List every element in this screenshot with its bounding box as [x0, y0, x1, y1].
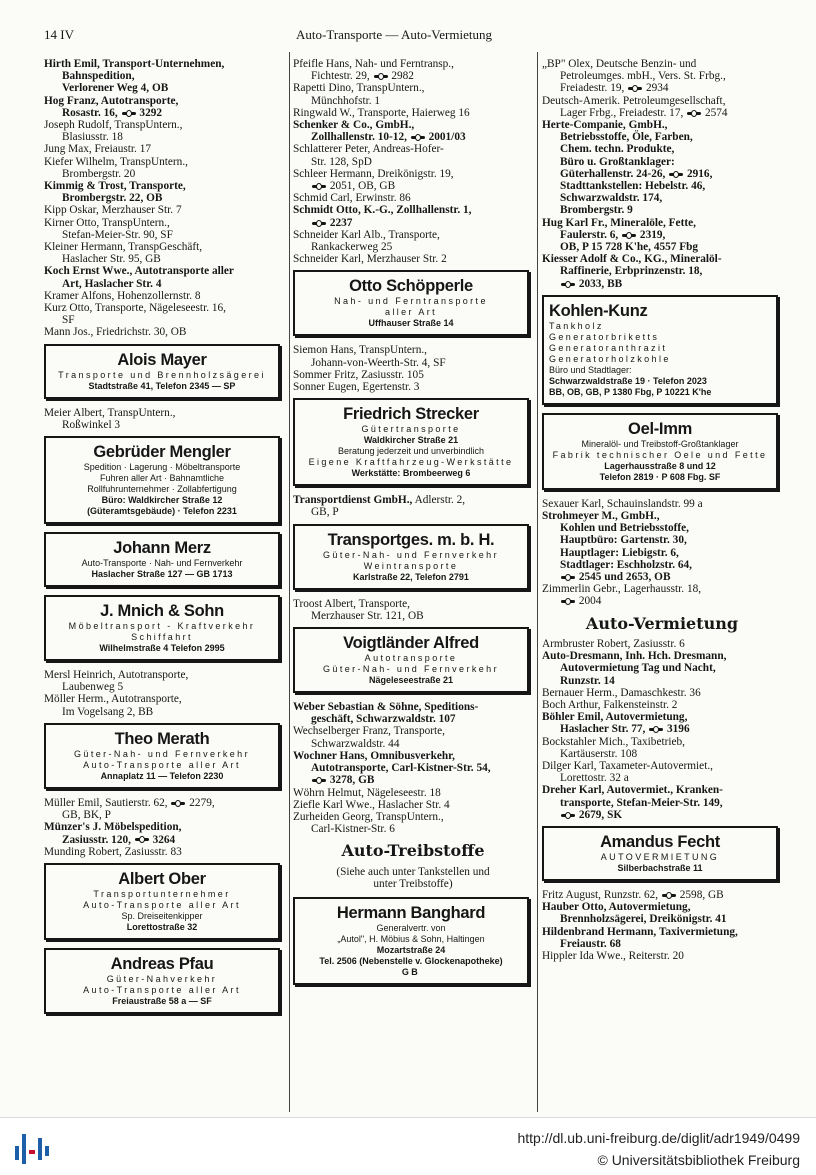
ad-line: Nah- und Ferntransporte — [334, 296, 488, 307]
entry-line: Sonner Eugen, Egertenstr. 3 — [293, 381, 420, 394]
entry-continuation: geschäft, Schwarzwaldstr. 107 — [311, 713, 456, 726]
directory-entry — [293, 192, 533, 204]
entry-line: Bockstahler Mich., Taxibetrieb, — [542, 735, 685, 748]
entry-continuation: Art, Haslacher Str. 4 — [62, 277, 162, 290]
directory-entry — [293, 725, 533, 749]
directory-entry — [44, 204, 284, 216]
entry-line: Wechselberger Franz, Transporte, — [293, 725, 445, 738]
entry-continuation: Zollhallenstr. 10-12, 2001/03 — [311, 131, 466, 144]
entry-line: Kiefer Wilhelm, TranspUntern., — [44, 155, 188, 168]
ad-line: Güter-Nah- und Fernverkehr — [74, 748, 250, 759]
directory-entry — [44, 95, 284, 119]
ad-line: Tel. 2506 (Nebenstelle v. Glockenapotheke) — [319, 955, 503, 966]
entry-continuation: 2545 und 2653, OB — [542, 571, 782, 583]
ad-line: Auto-Transporte aller Art — [83, 984, 241, 995]
entry-line: Ringwald W., Transporte, Haierweg 16 — [293, 106, 470, 119]
directory-entry — [44, 407, 284, 431]
ad-line: Spedition · Lagerung · Möbeltransporte — [83, 462, 241, 473]
entry-line: Pfeifle Hans, Nah- und Ferntransp., — [293, 58, 454, 70]
ad-title: Transportges. m. b. H. — [327, 530, 495, 549]
ad-title: Albert Ober — [118, 869, 206, 888]
entry-continuation: Str. 128, SpD — [311, 155, 372, 168]
entry-continuation: Kohlen und Betriebsstoffe, — [560, 522, 689, 535]
ad-line: Rollfuhrunternehmer · Zollabfertigung — [87, 484, 237, 495]
directory-entry — [293, 58, 533, 82]
directory-entry — [542, 498, 782, 510]
entry-line: Transportdienst GmbH., Adlerstr. 2, — [293, 494, 466, 507]
ad-line: Freiaustraße 58 a — SF — [112, 995, 212, 1006]
entry-line: Kipp Oskar, Merzhauser Str. 7 — [44, 204, 182, 217]
directory-entry — [293, 119, 533, 143]
section-note — [293, 866, 533, 891]
entry-line: Kirner Otto, TranspUntern., — [44, 216, 170, 229]
directory-entry — [293, 494, 533, 518]
ad-line: Sp. Dreiseitenkipper — [121, 910, 203, 921]
entry-continuation: Stefan-Meier-Str. 90, SF — [62, 228, 173, 241]
entry-line: Munding Robert, Zasiusstr. 83 — [44, 845, 182, 858]
entry-continuation: 2237 — [293, 217, 533, 229]
telephone-icon — [135, 836, 149, 843]
directory-entry — [293, 107, 533, 119]
entry-continuation: Raffinerie, Erbprinzenstr. 18, — [560, 265, 703, 278]
ad-line: Fuhren aller Art · Bahnamtliche — [99, 473, 225, 484]
entry-line: Kurz Otto, Transporte, Nägeleseestr. 16, — [44, 302, 226, 315]
entry-continuation: Roßwinkel 3 — [62, 418, 121, 431]
entry-line: Schneider Karl, Merzhauser Str. 2 — [293, 253, 447, 266]
directory-entry — [44, 143, 284, 155]
ad-line: Transporte und Brennholzsägerei — [58, 369, 266, 380]
directory-entry — [542, 699, 782, 711]
ad-line: Haslacher Straße 127 — GB 1713 — [91, 569, 233, 580]
entry-line: Bernauer Herm., Damaschkestr. 36 — [542, 686, 701, 699]
directory-entry — [293, 82, 533, 106]
ad-line: Autotransporte — [364, 653, 458, 664]
entry-continuation: Blasiusstr. 18 — [62, 131, 123, 144]
entry-line: Kleiner Hermann, TranspGeschäft, — [44, 241, 203, 254]
ad-line: Güter-Nah- und Fernverkehr — [323, 549, 499, 560]
ad-line: Transportunternehmer — [93, 888, 231, 899]
entry-continuation: Rankackerweg 25 — [311, 241, 393, 254]
entry-continuation: Freiadestr. 19, 2934 — [560, 82, 669, 95]
ad-johann-merz — [44, 532, 280, 587]
directory-entry — [542, 760, 782, 784]
ad-line: Auto-Transporte · Nah- und Fernverkehr — [81, 558, 243, 569]
directory-entry — [293, 799, 533, 811]
ad-line: Weintransporte — [363, 560, 459, 571]
entry-line: Zimmerlin Gebr., Lagerhausstr. 18, — [542, 583, 702, 596]
ad-line: Büro und Stadtlager: — [549, 364, 632, 375]
ad-line: Auto-Transporte aller Art — [83, 759, 241, 770]
column-left — [44, 58, 284, 1022]
university-logo-icon — [12, 1128, 52, 1168]
ad-line: Güter-Nahverkehr — [106, 973, 218, 984]
ad-line: Auto-Transporte aller Art — [83, 899, 241, 910]
entry-line: Zurheiden Georg, TranspUntern., — [293, 810, 444, 823]
ad-line: (Güteramtsgebäude) · Telefon 2231 — [87, 506, 237, 517]
section-heading: Auto-Treibstoffe — [341, 841, 485, 861]
column-right — [542, 58, 782, 962]
directory-entry — [542, 217, 782, 254]
entry-continuation: 2679, SK — [542, 809, 782, 821]
entry-line: Deutsch-Amerik. Petroleumgesellschaft, — [542, 94, 726, 107]
directory-entry — [293, 787, 533, 799]
entry-line: Hauber Otto, Autovermietung, — [542, 901, 691, 914]
entry-continuation: GB, P — [311, 506, 339, 519]
header-title: Auto-Transporte — Auto-Vermietung — [296, 27, 492, 42]
entry-line: Kramer Alfons, Hohenzollernstr. 8 — [44, 289, 201, 302]
entry-continuation: 2033, BB — [542, 278, 782, 290]
telephone-icon — [312, 183, 326, 190]
entry-line: Koch Ernst Wwe., Autotransporte aller — [44, 265, 234, 278]
entry-continuation: Autovermietung Tag und Nacht, — [560, 662, 716, 675]
directory-entry — [293, 701, 533, 725]
directory-entry — [542, 711, 782, 735]
directory-entry — [293, 229, 533, 253]
entry-line: Dilger Karl, Taxameter-Autovermiet., — [542, 759, 713, 772]
entry-continuation: Lorettostr. 32 a — [560, 772, 629, 785]
entry-line: Dreher Karl, Autovermiet., Kranken- — [542, 784, 723, 797]
entry-line: Hug Karl Fr., Mineralöle, Fette, — [542, 216, 696, 229]
directory-entry — [44, 58, 284, 95]
directory-entry — [293, 143, 533, 167]
directory-entry — [542, 638, 782, 650]
ad-line: Möbeltransport - Kraftverkehr — [68, 621, 256, 632]
directory-entry — [542, 926, 782, 950]
ad-line: Beratung jederzeit und unverbindlich — [337, 446, 485, 457]
entry-continuation: Rosastr. 16, 3292 — [62, 106, 163, 119]
ad-title: Johann Merz — [113, 539, 211, 558]
directory-entry — [44, 797, 284, 821]
ad-title: Otto Schöpperle — [349, 277, 473, 296]
entry-continuation: Betriebsstoffe, Öle, Farben, — [560, 131, 693, 144]
entry-continuation: Brennholzsägerei, Dreikönigstr. 41 — [560, 913, 727, 926]
entry-line: Auto-Dresmann, Inh. Hch. Dresmann, — [542, 650, 727, 663]
directory-entry — [293, 811, 533, 835]
entry-line: Kimmig & Trost, Transporte, — [44, 180, 186, 193]
entry-line: Schleer Hermann, Dreikönigstr. 19, — [293, 167, 454, 180]
directory-entry — [44, 669, 284, 693]
entry-line: Rapetti Dino, TranspUntern., — [293, 82, 425, 95]
ad-line: aller Art — [384, 307, 438, 318]
entry-line: „BP" Olex, Deutsche Benzin- und — [542, 58, 697, 70]
directory-entry — [44, 241, 284, 265]
directory-entry — [542, 95, 782, 119]
ad-line: Lagerhausstraße 8 und 12 — [604, 460, 716, 471]
entry-continuation: Brombergstr. 9 — [560, 204, 633, 217]
ad-hermann-banghard — [293, 897, 529, 985]
directory-entry — [44, 119, 284, 143]
entry-line: Mann Jos., Friedrichstr. 30, OB — [44, 326, 187, 339]
entry-line: Hog Franz, Autotransporte, — [44, 94, 179, 107]
entry-line: Boch Arthur, Falkensteinstr. 2 — [542, 698, 678, 711]
ad-line: Silberbachstraße 11 — [617, 862, 703, 873]
ad-line: Telefon 2819 · P 608 Fbg. SF — [599, 471, 721, 482]
ad-line: Werkstätte: Brombeerweg 6 — [351, 468, 471, 479]
entry-continuation: Lager Frbg., Freiadestr. 17, 2574 — [560, 106, 728, 119]
entry-continuation: GB, BK, P — [62, 809, 111, 822]
entry-line: Joseph Rudolf, TranspUntern., — [44, 119, 183, 132]
entry-line: Strohmeyer M., GmbH., — [542, 510, 660, 523]
ad-title: Andreas Pfau — [110, 954, 214, 973]
page-header — [44, 27, 796, 47]
entry-continuation: Im Vogelsang 2, BB — [62, 705, 154, 718]
directory-entry — [542, 58, 782, 95]
ad-line: Generatorbriketts — [549, 331, 660, 342]
entry-line: Schmid Carl, Erwinstr. 86 — [293, 192, 411, 205]
entry-line: Jung Max, Freiaustr. 17 — [44, 143, 152, 156]
column-middle — [293, 58, 533, 993]
ad-line: Mozartstraße 24 — [376, 944, 446, 955]
entry-line: Armbruster Robert, Zasiusstr. 6 — [542, 637, 685, 650]
source-url[interactable]: http://dl.ub.uni-freiburg.de/diglit/adr1949/0499 — [517, 1130, 800, 1146]
ad-otto-schoepperle — [293, 270, 529, 336]
entry-name: Transportdienst GmbH., — [293, 494, 413, 507]
ad-line: Gütertransporte — [361, 424, 461, 435]
entry-line: Schenker & Co., GmbH., — [293, 119, 415, 132]
directory-entry — [293, 381, 533, 393]
entry-continuation: Haslacher Str. 77, 3196 — [560, 723, 690, 736]
ad-title: Alois Mayer — [117, 350, 207, 369]
entry-continuation: 2004 — [542, 595, 782, 607]
ad-line: Schiffahrt — [131, 632, 193, 643]
ad-line: Annaplatz 11 — Telefon 2230 — [100, 770, 224, 781]
directory-entry — [293, 369, 533, 381]
ad-line: Stadtstraße 41, Telefon 2345 — SP — [88, 380, 236, 391]
ad-line: Lorettostraße 32 — [126, 921, 198, 932]
entry-continuation: transporte, Stefan-Meier-Str. 149, — [560, 796, 723, 809]
viewer-footer — [0, 1117, 816, 1175]
telephone-icon — [561, 281, 575, 288]
entry-line: Meier Albert, TranspUntern., — [44, 406, 176, 419]
entry-continuation: Verlorener Weg 4, OB — [62, 82, 169, 95]
section-heading: Auto-Vermietung — [585, 613, 739, 633]
entry-continuation: Hauptbüro: Gartenstr. 30, — [560, 534, 687, 547]
ad-voigtlaender-alfred — [293, 627, 529, 693]
entry-continuation: Kartäuserstr. 108 — [560, 747, 638, 760]
ad-title: Kohlen-Kunz — [549, 301, 648, 320]
ad-line: Karlstraße 22, Telefon 2791 — [353, 571, 469, 582]
entry-line: Müller Emil, Sautierstr. 62, 2279, — [44, 796, 215, 809]
ad-line: Fabrik technischer Oele und Fette — [552, 449, 768, 460]
telephone-icon — [622, 232, 636, 239]
ad-line: „Autol", H. Möbius & Sohn, Haltingen — [337, 933, 485, 944]
entry-continuation: Brombergstr. 20 — [62, 167, 136, 180]
entry-line: Troost Albert, Transporte, — [293, 597, 410, 610]
entry-line: Hirth Emil, Transport-Unternehmen, — [44, 58, 225, 70]
entry-continuation: Fichtestr. 29, 2982 — [311, 70, 414, 83]
telephone-icon — [561, 598, 575, 605]
telephone-icon — [649, 726, 663, 733]
ad-kohlen-kunz — [542, 295, 778, 405]
entry-continuation: Runzstr. 14 — [560, 674, 615, 687]
ad-theo-merath — [44, 723, 280, 789]
ad-j-mnich-sohn — [44, 595, 280, 661]
ad-line: Generalvertr. von — [376, 922, 446, 933]
entry-line: Schmidt Otto, K.-G., Zollhallenstr. 1, — [293, 204, 472, 217]
telephone-icon — [628, 85, 642, 92]
ad-line: Generatoranthrazit — [549, 342, 668, 353]
entry-continuation: Autotransporte, Carl-Kistner-Str. 54, — [311, 762, 491, 775]
ad-alois-mayer — [44, 344, 280, 399]
entry-continuation: Brombergstr. 22, OB — [62, 192, 163, 205]
directory-entry — [293, 750, 533, 787]
directory-entry — [44, 693, 284, 717]
ad-line: Waldkircher Straße 21 — [363, 435, 459, 446]
entry-continuation: OB, P 15 728 K'he, 4557 Fbg — [560, 241, 699, 254]
ad-title: Oel-Imm — [628, 419, 692, 438]
entry-continuation: Carl-Kistner-Str. 6 — [311, 823, 395, 836]
entry-continuation: Münchhofstr. 1 — [311, 94, 381, 107]
directory-entry — [293, 598, 533, 622]
entry-continuation: 2051, OB, GB — [293, 180, 533, 192]
entry-line: Sexauer Karl, Schauinslandstr. 99 a — [542, 497, 703, 510]
ad-line: Wilhelmstraße 4 Telefon 2995 — [99, 643, 225, 654]
ad-line: Nägeleseestraße 21 — [368, 675, 454, 686]
directory-entry — [44, 302, 284, 326]
entry-continuation: Büro u. Großtanklager: — [560, 155, 675, 168]
entry-line: Schlatterer Peter, Andreas-Hofer- — [293, 143, 444, 156]
telephone-icon — [687, 110, 701, 117]
ad-line: AUTOVERMIETUNG — [600, 851, 720, 862]
entry-line: Ziefle Karl Wwe., Haslacher Str. 4 — [293, 798, 450, 811]
telephone-icon — [662, 892, 676, 899]
directory-entry — [44, 180, 284, 204]
ad-title: J. Mnich & Sohn — [100, 602, 224, 621]
directory-entry — [44, 217, 284, 241]
entry-continuation: Schwarzwaldstr. 44 — [311, 737, 400, 750]
page-number: 14 IV — [44, 27, 74, 42]
ad-line: Uffhauser Straße 14 — [368, 318, 454, 329]
directory-entry — [542, 583, 782, 607]
entry-continuation: Faulerstr. 6, 2319, — [560, 228, 666, 241]
directory-entry — [293, 204, 533, 228]
telephone-icon — [171, 800, 185, 807]
ad-line: Büro: Waldkircher Straße 12 — [101, 495, 223, 506]
telephone-icon — [561, 812, 575, 819]
entry-line: Wochner Hans, Omnibusverkehr, — [293, 749, 455, 762]
ad-title: Amandus Fecht — [600, 832, 720, 851]
entry-line: Böhler Emil, Autovermietung, — [542, 711, 688, 724]
section-note-line: unter Treibstoffe) — [373, 878, 453, 891]
column-rule-2 — [537, 52, 538, 1112]
entry-continuation: Stadttankstellen: Hebelstr. 46, — [560, 180, 706, 193]
entry-line: Schneider Karl Alb., Transporte, — [293, 228, 440, 241]
directory-entry — [542, 510, 782, 583]
directory-entry — [542, 736, 782, 760]
entry-continuation: Chem. techn. Produkte, — [560, 143, 675, 156]
telephone-icon — [561, 574, 575, 581]
entry-continuation: Freiaustr. 68 — [560, 937, 621, 950]
entry-continuation: Laubenweg 5 — [62, 681, 124, 694]
directory-entry — [542, 119, 782, 217]
ad-line: Schwarzwaldstraße 19 · Telefon 2023 — [549, 375, 707, 386]
ad-line: BB, OB, GB, P 1380 Fbg, P 10221 K'he — [549, 386, 712, 397]
entry-continuation: Zasiusstr. 120, 3264 — [62, 833, 176, 846]
directory-entry — [542, 650, 782, 687]
entry-line: Hildenbrand Hermann, Taxivermietung, — [542, 925, 738, 938]
telephone-icon — [312, 777, 326, 784]
telephone-icon — [312, 220, 326, 227]
entry-continuation: Hauptlager: Liebigstr. 6, — [560, 546, 679, 559]
directory-entry — [542, 253, 782, 290]
telephone-icon — [411, 134, 425, 141]
ad-title: Theo Merath — [114, 729, 210, 748]
directory-entry — [44, 821, 284, 845]
entry-continuation: Bahnspedition, — [62, 70, 135, 83]
directory-entry — [542, 687, 782, 699]
section-note-line: (Siehe auch unter Tankstellen und — [336, 865, 490, 878]
entry-continuation: Merzhauser Str. 121, OB — [311, 609, 424, 622]
entry-continuation: Güterhallenstr. 24-26, 2916, — [560, 167, 713, 180]
directory-entry — [542, 901, 782, 925]
ad-line: Mineralöl- und Treibstoff-Großtanklager — [581, 438, 739, 449]
entry-line: Wöhrn Helmut, Nägeleseestr. 18 — [293, 786, 441, 799]
ad-line: Tankholz — [549, 320, 604, 331]
entry-line: Fritz August, Runzstr. 62, 2598, GB — [542, 888, 724, 901]
entry-line: Kiesser Adolf & Co., KG., Mineralöl- — [542, 253, 722, 266]
entry-continuation: Haslacher Str. 95, GB — [62, 253, 161, 266]
directory-entry — [44, 156, 284, 180]
ad-line: Eigene Kraftfahrzeug-Werkstätte — [308, 457, 514, 468]
entry-line: Mersl Heinrich, Autotransporte, — [44, 669, 189, 682]
directory-entry — [44, 326, 284, 338]
entry-line: Siemon Hans, TranspUntern., — [293, 344, 427, 357]
ad-title: Gebrüder Mengler — [93, 443, 231, 462]
directory-entry — [542, 950, 782, 962]
directory-entry — [44, 846, 284, 858]
ad-transportges — [293, 524, 529, 590]
entry-line: Herte-Companie, GmbH., — [542, 119, 668, 132]
ad-title: Voigtländer Alfred — [343, 634, 479, 653]
ad-friedrich-strecker — [293, 398, 529, 486]
ad-gebrueder-mengler — [44, 436, 280, 524]
directory-entry — [542, 889, 782, 901]
entry-line: Möller Herm., Autotransporte, — [44, 693, 182, 706]
ad-oel-imm — [542, 413, 778, 490]
directory-entry — [293, 344, 533, 368]
ad-title: Hermann Banghard — [336, 903, 486, 922]
column-rule-1 — [289, 52, 290, 1112]
ad-line: GB — [401, 966, 421, 977]
ad-line: Güter-Nah- und Fernverkehr — [323, 664, 499, 675]
entry-line: Münzer's J. Möbelspedition, — [44, 821, 182, 834]
ad-andreas-pfau — [44, 948, 280, 1014]
telephone-icon — [669, 171, 683, 178]
directory-entry — [293, 253, 533, 265]
directory-entry — [44, 265, 284, 289]
entry-continuation: Johann-von-Weerth-Str. 4, SF — [311, 356, 446, 369]
entry-continuation: Stadtlager: Eschholzstr. 64, — [560, 558, 693, 571]
entry-line: Sommer Fritz, Zasiusstr. 105 — [293, 368, 424, 381]
telephone-icon — [122, 110, 136, 117]
entry-line: Hippler Ida Wwe., Reiterstr. 20 — [542, 949, 684, 962]
entry-continuation: Schwarzwaldstr. 174, — [560, 192, 663, 205]
ad-albert-ober — [44, 863, 280, 940]
ad-line: Generatorholzkohle — [549, 353, 671, 364]
entry-continuation: SF — [62, 314, 75, 327]
directory-entry — [44, 290, 284, 302]
directory-entry — [542, 784, 782, 821]
ad-title: Friedrich Strecker — [343, 405, 479, 424]
directory-entry — [293, 168, 533, 192]
telephone-icon — [374, 73, 388, 80]
entry-continuation: 3278, GB — [293, 774, 533, 786]
entry-line: Weber Sebastian & Söhne, Speditions- — [293, 701, 479, 714]
ad-amandus-fecht — [542, 826, 778, 881]
copyright-notice: © Universitätsbibliothek Freiburg — [597, 1152, 800, 1168]
entry-continuation: Petroleumges. mbH., Vers. St. Frbg., — [560, 70, 726, 83]
